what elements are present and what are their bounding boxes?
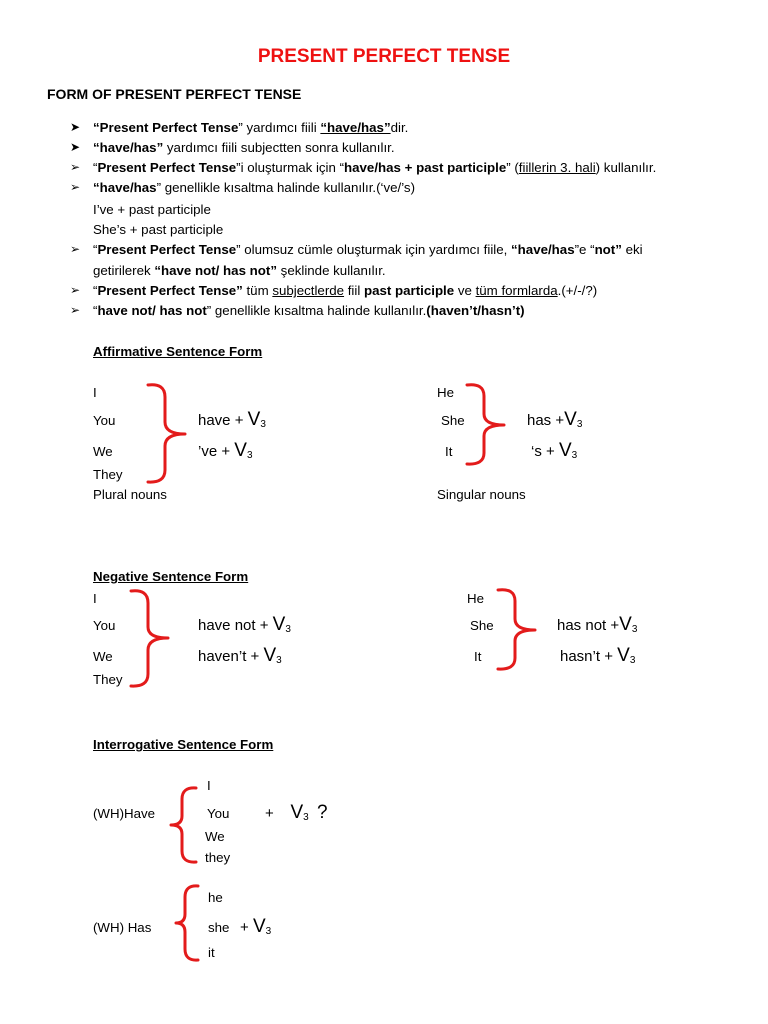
pronoun-she: She [441,413,465,428]
wh-has-label: (WH) Has [93,920,152,935]
bullet-3: “Present Perfect Tense”i oluşturmak için “have/has + past participle” (fiillerin 3. hali) kullanılır. [93,160,657,175]
pronoun-she: she [208,920,230,935]
curly-brace-icon [464,382,514,468]
formula-question-have: + $V_3$ ? [265,802,328,823]
pronoun-it: it [208,945,215,960]
formula-ve: ’ve + $V_3$ [198,440,253,461]
curly-brace-icon [145,382,197,486]
wh-have-label: (WH)Have [93,806,156,821]
formula-havent: haven’t + $V_3$ [198,645,282,666]
arrow-bullet-icon: ➢ [70,180,81,194]
pronoun-it: It [445,444,453,459]
curly-brace-icon [168,785,202,865]
formula-have-not: have not + $V_3$ [198,614,291,635]
pronoun-it: It [474,649,482,664]
pronoun-he: he [208,890,223,905]
arrow-bullet-icon: ➤ [70,120,81,134]
formula-question-has: + $V_3$ [240,916,272,937]
bullet-1: “Present Perfect Tense” yardımcı fiili “have/has”dir. [93,120,409,135]
pronoun-i: I [93,385,97,400]
pronoun-he: He [437,385,454,400]
pronoun-we: We [93,649,113,664]
formula-has-not: has not $+V_3$ [557,614,638,635]
arrow-bullet-icon: ➢ [70,303,81,317]
pronoun-we: We [205,829,225,844]
bullet-7: “have not/ has not” genellikle kısaltma halinde kullanılır.(haven’t/hasn’t) [93,303,525,318]
example-line-2: She’s + past participle [93,222,224,237]
pronoun-he: He [467,591,484,606]
curly-brace-icon [174,883,204,963]
arrow-bullet-icon: ➢ [70,160,81,174]
affirmative-heading: Affirmative Sentence Form [93,344,263,359]
pronoun-you: You [207,806,230,821]
pronoun-we: We [93,444,113,459]
pronoun-you: You [93,413,116,428]
page-title: PRESENT PERFECT TENSE [257,46,511,67]
arrow-bullet-icon: ➢ [70,283,81,297]
formula-s: ‘$s + V_3$ [531,440,578,461]
pronoun-you: You [93,618,116,633]
pronoun-they: They [93,467,123,482]
bullet-5: “Present Perfect Tense” olumsuz cümle oluşturmak için yardımcı fiile, “have/has”e “not” eki [93,242,643,257]
plural-nouns-label: Plural nouns [93,487,167,502]
curly-brace-icon [128,588,180,690]
pronoun-i: I [93,591,97,606]
singular-nouns-label: Singular nouns [437,487,526,502]
pronoun-they: they [205,850,231,865]
negative-heading: Negative Sentence Form [93,569,249,584]
arrow-bullet-icon: ➤ [70,140,81,154]
bullet-5-continued: getirilerek “have not/ has not” şeklinde kullanılır. [93,263,386,278]
curly-brace-icon [495,587,545,673]
formula-has: has $+V_3$ [527,409,583,430]
interrogative-heading: Interrogative Sentence Form [93,737,274,752]
pronoun-i: I [207,778,211,793]
bullet-4: “have/has” genellikle kısaltma halinde kullanılır.(‘ve/’s) [93,180,415,195]
section-subtitle: FORM OF PRESENT PERFECT TENSE [47,86,302,102]
formula-have: have + $V_3$ [198,409,266,430]
example-line-1: I’ve + past participle [93,202,211,217]
pronoun-she: She [470,618,494,633]
bullet-2: “have/has” yardımcı fiili subjectten sonra kullanılır. [93,140,395,155]
arrow-bullet-icon: ➢ [70,242,81,256]
bullet-6: “Present Perfect Tense” tüm subjectlerde fiil past participle ve tüm formlarda.(+/-/?) [93,283,598,298]
pronoun-they: They [93,672,123,687]
formula-hasnt: hasn’t + $V_3$ [560,645,636,666]
